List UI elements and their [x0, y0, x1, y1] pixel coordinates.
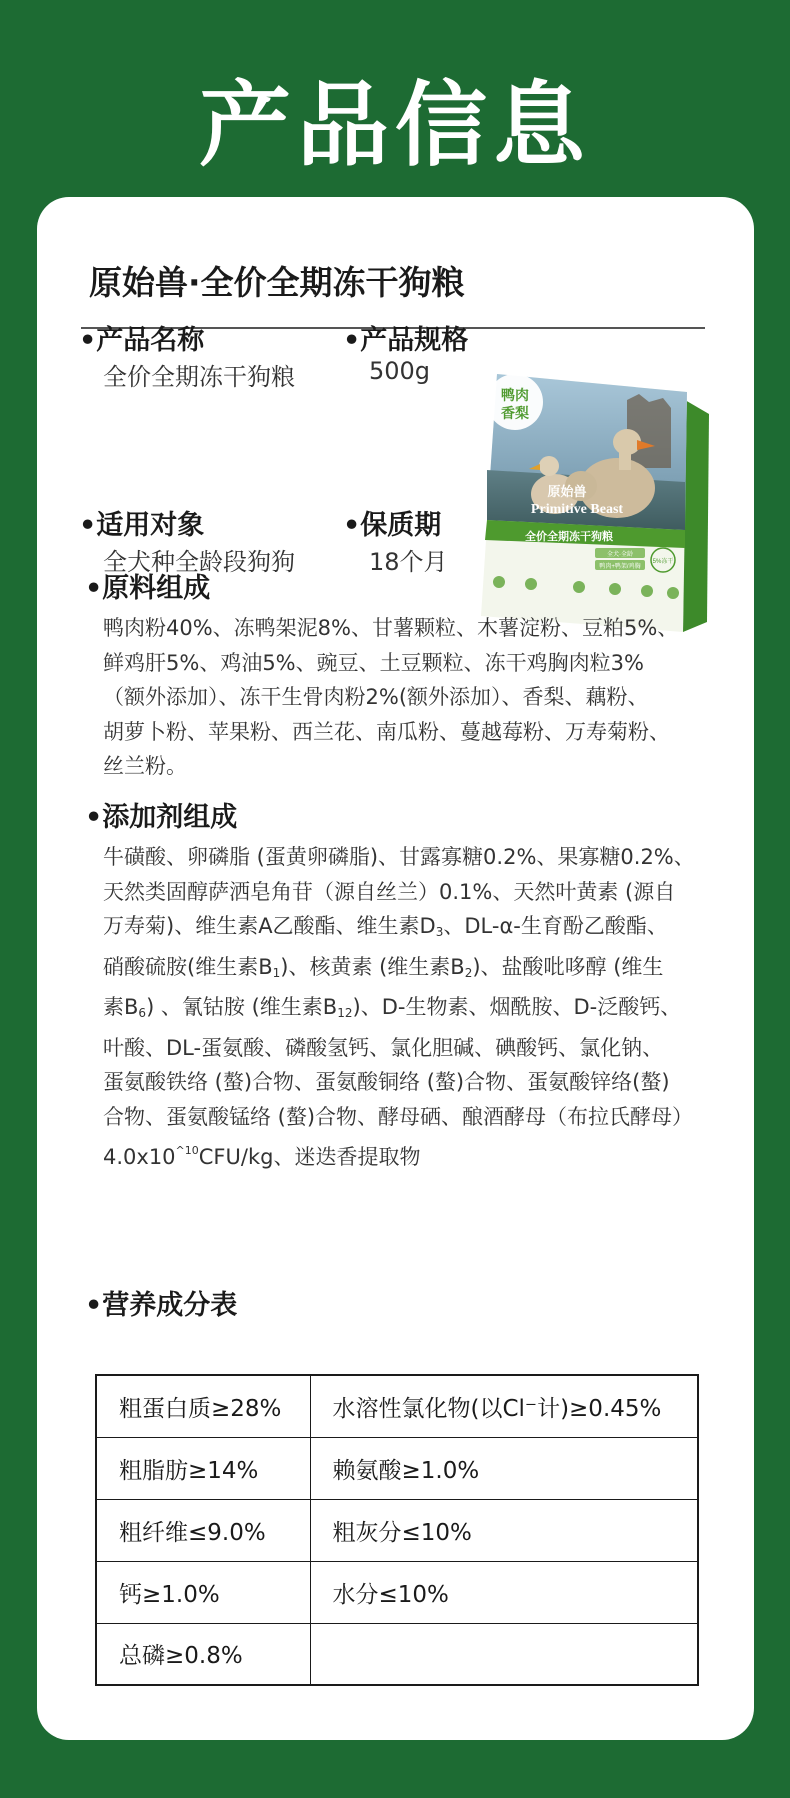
table-row — [96, 1375, 698, 1437]
ingredients-line: 鸭肉粉40%、冻鸭架泥8%、甘薯颗粒、木薯淀粉、豆粕5%、 — [103, 616, 679, 640]
ingredients-line: 丝兰粉。 — [103, 754, 187, 778]
table-cell: 总磷≥0.8% — [96, 1623, 310, 1685]
ingredients-line: 胡萝卜粉、苹果粉、西兰花、南瓜粉、蔓越莓粉、万寿菊粉、 — [103, 719, 670, 744]
table-cell: 钙≥1.0% — [96, 1561, 310, 1623]
name-label: •产品名称 — [79, 325, 205, 356]
bag-badge-line1: 鸭肉 — [501, 387, 529, 403]
table-cell: 水分≤10% — [310, 1561, 698, 1623]
table-row — [96, 1499, 698, 1561]
bag-product-line: 全价全期冻干狗粮 — [525, 531, 613, 543]
additives-line: 牛磺酸、卵磷脂 (蛋黄卵磷脂)、甘露寡糖0.2%、果寡糖0.2%、 — [103, 845, 695, 869]
product-name: 原始兽·全价全期冻干狗粮 — [89, 263, 465, 302]
ingredients-line: 鲜鸡肝5%、鸡油5%、豌豆、土豆颗粒、冻干鸡胸肉粒3% — [103, 650, 644, 675]
spec-value: 500g — [369, 357, 431, 385]
ingredients-text — [103, 611, 743, 784]
name-value: 全价全期冻干狗粮 — [103, 363, 295, 391]
product-bag-image — [477, 370, 727, 635]
bag-brand-en: Primitive Beast — [530, 502, 624, 517]
table-cell: 赖氨酸≥1.0% — [310, 1437, 698, 1499]
table-cell — [310, 1623, 698, 1685]
table-cell: 粗纤维≤9.0% — [96, 1499, 310, 1561]
bag-brand-cn: 原始兽 — [547, 484, 587, 499]
ingredients-line: （额外添加）、冻干生骨肉粉2%(额外添加）、香梨、藕粉、 — [103, 685, 649, 709]
additives-line: 合物、蛋氨酸锰络 (螯)合物、酵母硒、酿酒酵母（布拉氏酵母） — [103, 1104, 694, 1129]
target-value: 全犬种全龄段狗狗 — [103, 548, 295, 576]
table-cell: 粗蛋白质≥28% — [96, 1375, 310, 1437]
additives-line: 蛋氨酸铁络 (螯)合物、蛋氨酸铜络 (螯)合物、蛋氨酸锌络(螯) — [103, 1070, 670, 1094]
ingredients-title: •原料组成 — [85, 573, 211, 604]
spec-label: •产品规格 — [343, 325, 469, 356]
nutrition-table — [95, 1374, 699, 1686]
table-row — [96, 1623, 698, 1685]
additives-line: 万寿菊)、维生素A乙酸酯、维生素$D_3$、DL-α-生育酚乙酸酯、 — [103, 914, 668, 939]
shelf-label: •保质期 — [343, 510, 442, 541]
product-info-card — [37, 197, 754, 1740]
table-cell: 粗脂肪≥14% — [96, 1437, 310, 1499]
additives-title: •添加剂组成 — [85, 802, 238, 833]
additives-line: 天然类固醇萨洒皂角苷（源自丝兰）0.1%、天然叶黄素 (源自 — [103, 879, 676, 904]
table-cell: 粗灰分≤10% — [310, 1499, 698, 1561]
shelf-value: 18个月 — [369, 548, 448, 576]
bag-tag2: 鸭肉+鸭架/鸡胸 — [599, 564, 641, 570]
nutrition-title: •营养成分表 — [85, 1290, 238, 1321]
table-row — [96, 1561, 698, 1623]
additives-line: $4.0x10^{\^{}10}CFU/kg$、迷迭香提取物 — [103, 1144, 421, 1169]
additives-text — [103, 840, 743, 1175]
page-title: 产品信息 — [198, 72, 591, 179]
bag-tag1: 全犬·全龄 — [607, 552, 633, 558]
bag-tag3: 5%冻干 — [652, 559, 674, 565]
additives-line: 叶酸、DL-蛋氨酸、磷酸氢钙、氯化胆碱、碘酸钙、氯化钠、 — [103, 1035, 664, 1060]
bag-badge-line2: 香梨 — [501, 405, 529, 421]
table-row — [96, 1437, 698, 1499]
additives-line: 硝酸硫胺(维生素$B_1$)、核黄素 (维生素$B_2$)、盐酸吡哆醇 (维生 — [103, 954, 664, 980]
table-cell: 水溶性氯化物(以Cl⁻计)≥0.45% — [310, 1375, 698, 1437]
target-label: •适用对象 — [79, 510, 205, 541]
additives-line: 素$B_6$) 、氰钴胺 (维生素$B_{12}$)、D-生物素、烟酰胺、D-泛酸钙、 — [103, 995, 682, 1020]
